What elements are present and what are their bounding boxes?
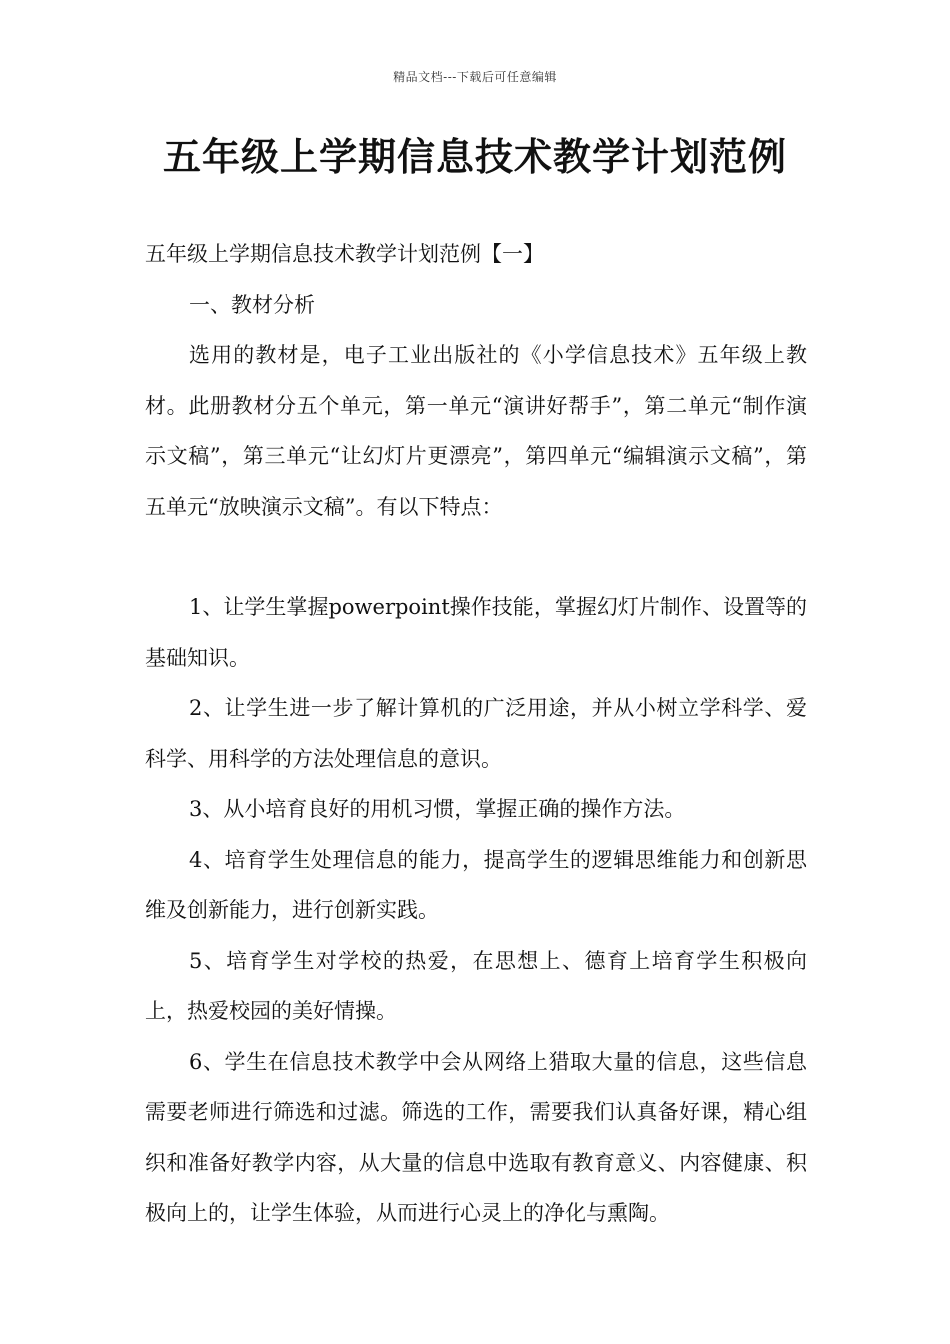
document-title: 五年级上学期信息技术教学计划范例 [162, 134, 787, 179]
point-item-1: 1、让学生掌握powerpoint操作技能，掌握幻灯片制作、设置等的基础知识。 [145, 595, 807, 670]
heading-textbook-analysis: 一、教材分析 [189, 292, 315, 317]
section-title: 五年级上学期信息技术教学计划范例【一】 [145, 242, 544, 266]
point-item-3: 3、从小培育良好的用机习惯，掌握正确的操作方法。 [189, 797, 686, 821]
header-note: 精品文档---下载后可任意编辑 [393, 70, 557, 84]
point-item-6: 6、学生在信息技术教学中会从网络上猎取大量的信息，这些信息需要老师进行筛选和过滤。筛选的工作，需要我们认真备好课，精心组织和准备好教学内容，从大量的信息中选取有教育意义、内容健康、积极向上的，让学生体验，从而进行心灵上的净化与熏陶。 [145, 1049, 807, 1225]
point-item-5: 5、培育学生对学校的热爱，在思想上、德育上培育学生积极向上，热爱校园的美好情操。 [145, 948, 807, 1023]
paragraph-spacer [145, 532, 807, 582]
point-item-2: 2、让学生进一步了解计算机的广泛用途，并从小树立学科学、爱科学、用科学的方法处理信息的意识。 [145, 696, 807, 771]
document-body [145, 229, 807, 1239]
intro-paragraph: 选用的教材是，电子工业出版社的《小学信息技术》五年级上教材。此册教材分五个单元，第一单元“演讲好帮手”，第二单元“制作演示文稿”，第三单元“让幻灯片更漂亮”，第四单元“编辑演示文稿”，第五单元“放映演示文稿”。有以下特点： [145, 343, 807, 519]
point-item-4: 4、培育学生处理信息的能力，提高学生的逻辑思维能力和创新思维及创新能力，进行创新实践。 [145, 847, 807, 922]
